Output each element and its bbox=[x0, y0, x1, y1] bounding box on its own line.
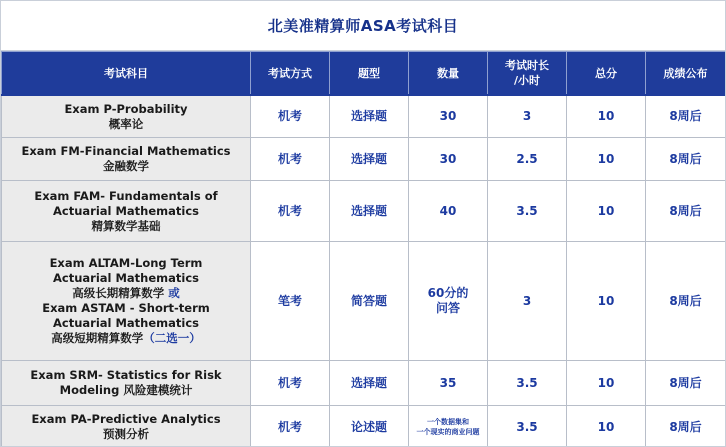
header-score: 总分 bbox=[567, 52, 646, 96]
cell-method: 机考 bbox=[251, 361, 330, 406]
header-duration bbox=[488, 52, 567, 96]
subject-line: Actuarial Mathematics bbox=[52, 203, 199, 218]
cell-type: 选择题 bbox=[330, 138, 409, 181]
cell-score: 10 bbox=[567, 95, 646, 138]
cell-release: 8周后 bbox=[646, 138, 726, 181]
count-line: 60分的 bbox=[427, 286, 469, 300]
header-method: 考试方式 bbox=[251, 52, 330, 96]
header-duration-line2: /小时 bbox=[513, 74, 541, 87]
cell-method: 机考 bbox=[251, 95, 330, 138]
subject-line: 预测分析 bbox=[103, 427, 149, 441]
subject-line: Actuarial Mathematics bbox=[52, 271, 199, 285]
cell-subject bbox=[2, 361, 251, 406]
subject-line: Exam FAM- Fundamentals of bbox=[34, 188, 218, 203]
cell-count: 40 bbox=[409, 181, 488, 242]
cell-type: 选择题 bbox=[330, 361, 409, 406]
table-row bbox=[2, 242, 726, 361]
table-row bbox=[2, 95, 726, 138]
header-type: 题型 bbox=[330, 52, 409, 96]
cell-method: 机考 bbox=[251, 181, 330, 242]
or-label: 或 bbox=[168, 286, 180, 300]
table-row bbox=[2, 181, 726, 242]
header-subject: 考试科目 bbox=[2, 52, 251, 96]
header-duration-line1: 考试时长 bbox=[505, 59, 549, 72]
subject-line: Exam P-Probability bbox=[64, 101, 188, 116]
table-row bbox=[2, 138, 726, 181]
subject-line: 概率论 bbox=[108, 116, 144, 131]
cell-duration: 3.5 bbox=[488, 181, 567, 242]
cell-subject bbox=[2, 181, 251, 242]
cell-duration: 3.5 bbox=[488, 361, 567, 406]
cell-subject bbox=[2, 406, 251, 447]
table-row bbox=[2, 406, 726, 447]
cell-score: 10 bbox=[567, 138, 646, 181]
cell-count: 30 bbox=[409, 95, 488, 138]
count-line: 一个现实的商业问题 bbox=[416, 428, 480, 436]
cell-duration: 3.5 bbox=[488, 406, 567, 447]
header-release: 成绩公布 bbox=[646, 52, 726, 96]
cell-subject bbox=[2, 138, 251, 181]
cell-method: 机考 bbox=[251, 406, 330, 447]
header-count: 数量 bbox=[409, 52, 488, 96]
count-line: 一个数据集和 bbox=[427, 418, 469, 426]
subject-line: Exam ALTAM-Long Term bbox=[49, 256, 203, 270]
subject-line: Modeling 风险建模统计 bbox=[59, 383, 193, 397]
subject-line: Actuarial Mathematics bbox=[52, 316, 199, 330]
cell-type: 选择题 bbox=[330, 181, 409, 242]
cell-type: 论述题 bbox=[330, 406, 409, 447]
cell-type: 简答题 bbox=[330, 242, 409, 361]
subject-line-cn: 高级短期精算数学 bbox=[51, 331, 144, 345]
subject-line-cn: 高级长期精算数学 bbox=[72, 286, 165, 300]
cell-duration: 3 bbox=[488, 95, 567, 138]
cell-duration: 3 bbox=[488, 242, 567, 361]
subject-line: Exam SRM- Statistics for Risk bbox=[30, 368, 222, 382]
choose-one-label: （二选一） bbox=[143, 331, 201, 345]
table-row bbox=[2, 361, 726, 406]
cell-subject bbox=[2, 95, 251, 138]
cell-release: 8周后 bbox=[646, 181, 726, 242]
cell-release: 8周后 bbox=[646, 406, 726, 447]
cell-count bbox=[409, 242, 488, 361]
cell-method: 笔考 bbox=[251, 242, 330, 361]
subject-line: Exam ASTAM - Short-term bbox=[42, 301, 210, 315]
exam-subjects-table bbox=[1, 51, 726, 447]
count-line: 问答 bbox=[435, 301, 460, 315]
table-header-row bbox=[2, 52, 726, 96]
subject-line: 金融数学 bbox=[103, 159, 149, 173]
page-title: 北美准精算师ASA考试科目 bbox=[1, 1, 725, 51]
subject-line bbox=[4, 331, 248, 346]
cell-score: 10 bbox=[567, 242, 646, 361]
cell-subject bbox=[2, 242, 251, 361]
cell-method: 机考 bbox=[251, 138, 330, 181]
cell-duration: 2.5 bbox=[488, 138, 567, 181]
subject-line: Exam PA-Predictive Analytics bbox=[31, 412, 221, 426]
cell-release: 8周后 bbox=[646, 95, 726, 138]
cell-release: 8周后 bbox=[646, 361, 726, 406]
subject-line: Exam FM-Financial Mathematics bbox=[21, 144, 231, 158]
cell-count bbox=[409, 406, 488, 447]
cell-count: 35 bbox=[409, 361, 488, 406]
cell-score: 10 bbox=[567, 181, 646, 242]
cell-count: 30 bbox=[409, 138, 488, 181]
cell-score: 10 bbox=[567, 406, 646, 447]
cell-type: 选择题 bbox=[330, 95, 409, 138]
subject-line bbox=[4, 286, 248, 301]
subject-line: 精算数学基础 bbox=[91, 218, 161, 233]
cell-release: 8周后 bbox=[646, 242, 726, 361]
cell-score: 10 bbox=[567, 361, 646, 406]
